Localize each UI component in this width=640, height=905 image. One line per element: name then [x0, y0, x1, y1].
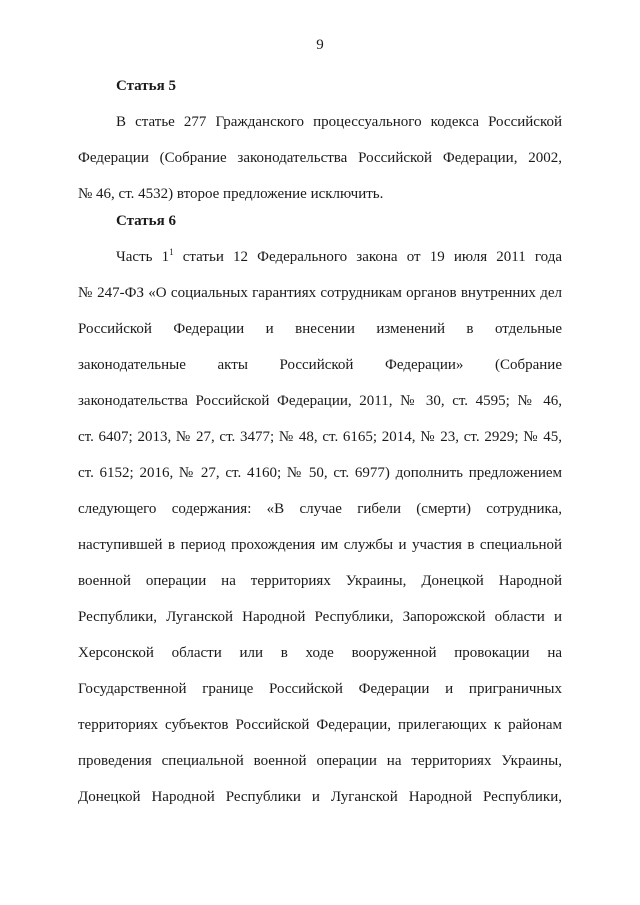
article-5-line: Федерации (Собрание законодательства Российской Федерации, 2002,: [78, 150, 562, 166]
article-6-line: Донецкой Народной Республики и Луганской Народной Республики,: [78, 789, 562, 805]
article-6-part-label: Часть 1: [116, 249, 170, 265]
article-6-first-line-rest: статьи 12 Федерального закона от 19 июля 2011 года: [173, 249, 562, 265]
article-6-heading: Статья 6: [116, 213, 176, 229]
article-5-line: В статье 277 Гражданского процессуального кодекса Российской: [116, 114, 562, 130]
article-6-line: наступившей в период прохождения им службы и участия в специальной: [78, 537, 562, 553]
article-6-part-superscript: 1: [169, 247, 174, 257]
article-6-line: Государственной границе Российской Федерации и приграничных: [78, 681, 562, 697]
article-6-line: законодательства Российской Федерации, 2011, № 30, ст. 4595; № 46,: [78, 393, 562, 409]
article-6-line: № 247-ФЗ «О социальных гарантиях сотрудникам органов внутренних дел: [78, 285, 562, 301]
article-6-first-line: [78, 239, 562, 275]
article-6-line: следующего содержания: «В случае гибели (смерти) сотрудника,: [78, 501, 562, 517]
page-number: 9: [316, 37, 324, 53]
article-6-line: военной операции на территориях Украины, Донецкой Народной: [78, 573, 562, 589]
article-6-line: законодательные акты Российской Федерации» (Собрание: [78, 357, 562, 373]
article-6-line: Республики, Луганской Народной Республики, Запорожской области и: [78, 609, 562, 625]
article-6-line: территориях субъектов Российской Федерации, прилегающих к районам: [78, 717, 562, 733]
article-5-text: [78, 104, 562, 212]
article-6-line: Херсонской области или в ходе вооруженной провокации на: [78, 645, 562, 661]
article-5-heading: Статья 5: [116, 78, 176, 94]
article-5-line: № 46, ст. 4532) второе предложение исключить.: [78, 186, 384, 202]
article-6-line: проведения специальной военной операции на территориях Украины,: [78, 753, 562, 769]
article-6-line: ст. 6152; 2016, № 27, ст. 4160; № 50, ст. 6977) дополнить предложением: [78, 465, 562, 481]
article-6-line: Российской Федерации и внесении изменений в отдельные: [78, 321, 562, 337]
article-6-line: ст. 6407; 2013, № 27, ст. 3477; № 48, ст. 6165; 2014, № 23, ст. 2929; № 45,: [78, 429, 562, 445]
article-6-text: [78, 239, 562, 815]
